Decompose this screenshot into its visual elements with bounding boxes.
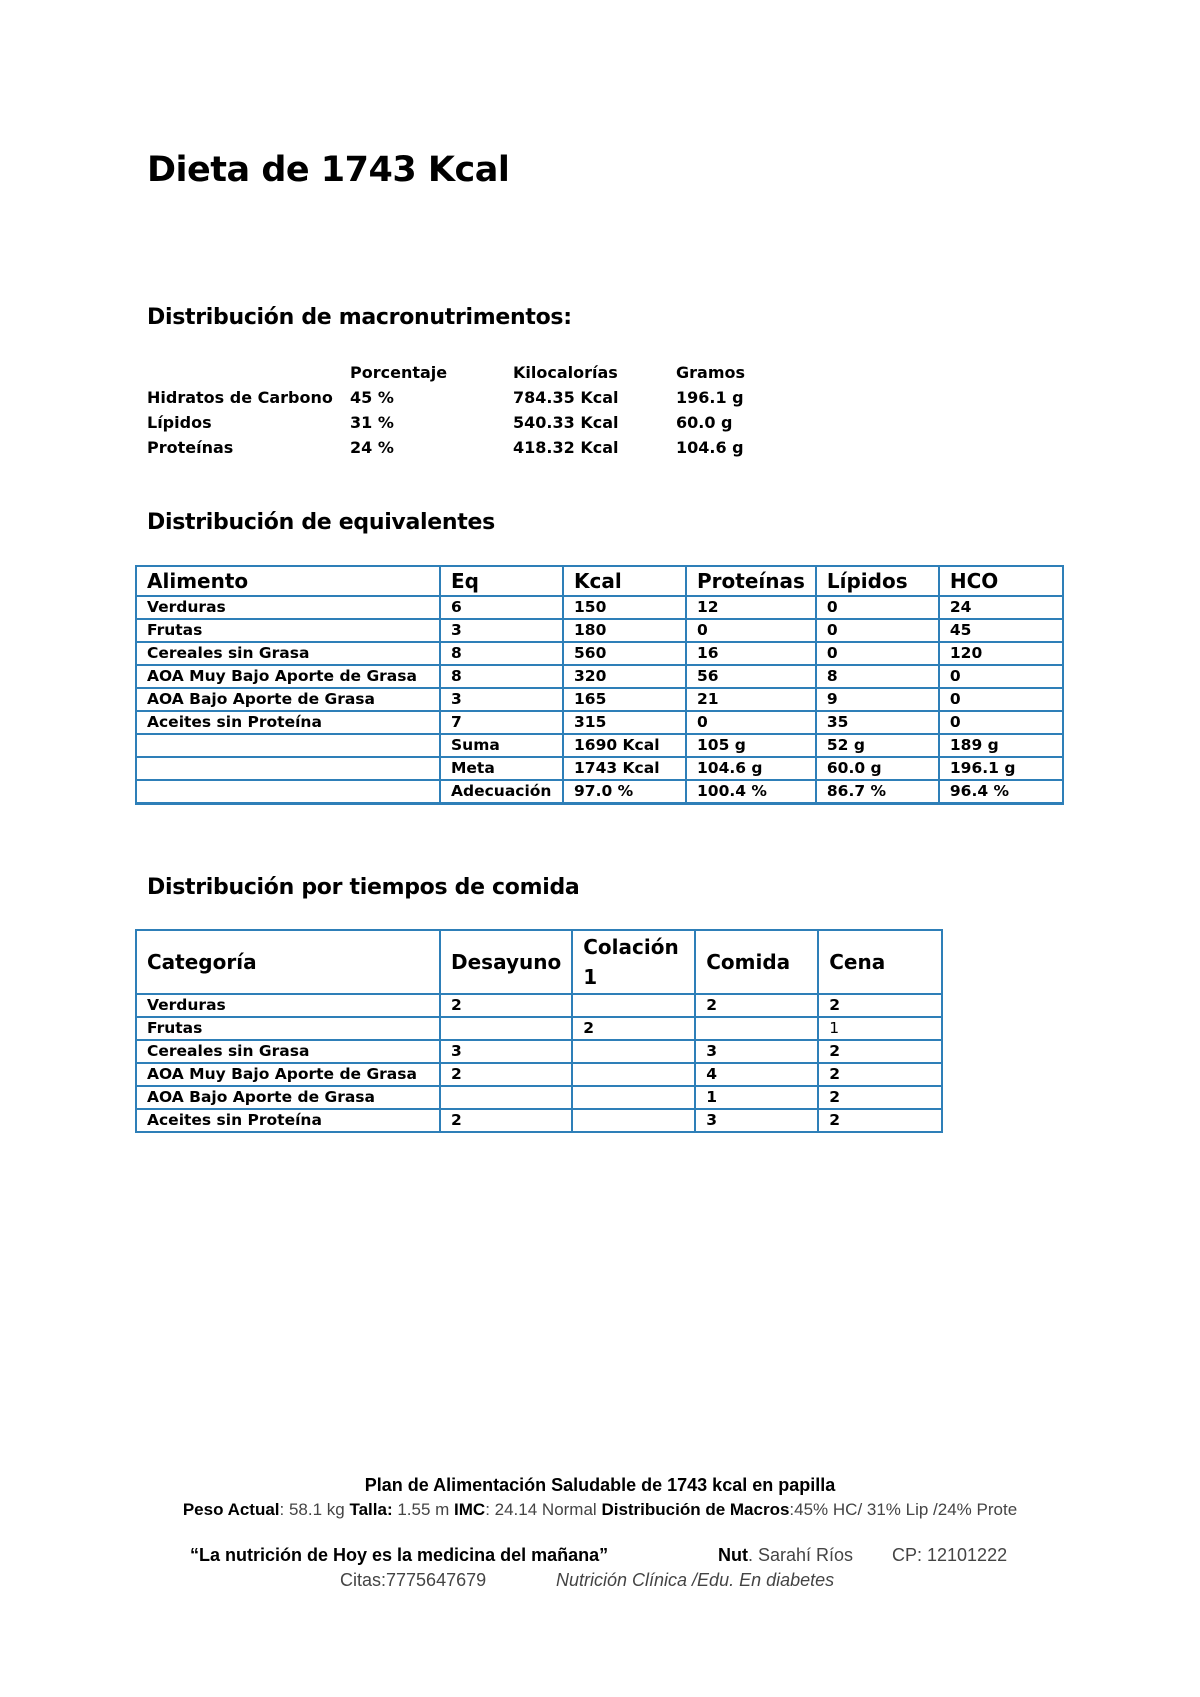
macros-heading: Distribución de macronutrimentos: bbox=[147, 305, 572, 330]
table-cell: 96.4 % bbox=[939, 780, 1063, 804]
cedula: CP: 12101222 bbox=[892, 1545, 1008, 1565]
table-row bbox=[136, 1017, 942, 1040]
table-cell: 12 bbox=[686, 596, 816, 619]
table-cell: 3 bbox=[695, 1040, 818, 1063]
table-cell: 2 bbox=[695, 994, 818, 1017]
specialty: Nutrición Clínica /Edu. En diabetes bbox=[556, 1570, 835, 1590]
table-cell: 8 bbox=[440, 642, 563, 665]
table-cell: 8 bbox=[440, 665, 563, 688]
table-cell: AOA Bajo Aporte de Grasa bbox=[136, 1086, 440, 1109]
table-cell bbox=[572, 1063, 695, 1086]
table-cell: 16 bbox=[686, 642, 816, 665]
table-cell: 2 bbox=[440, 994, 572, 1017]
table-cell: 2 bbox=[572, 1017, 695, 1040]
equivalents-col-proteinas: Proteínas bbox=[686, 566, 816, 596]
table-cell: 8 bbox=[816, 665, 939, 688]
table-cell: 2 bbox=[818, 1040, 942, 1063]
table-cell: 0 bbox=[816, 619, 939, 642]
nut-name: . Sarahí Ríos bbox=[748, 1545, 854, 1565]
table-cell: 3 bbox=[695, 1109, 818, 1132]
table-cell: 2 bbox=[818, 1086, 942, 1109]
macros-cell: 418.32 Kcal bbox=[513, 438, 619, 457]
table-cell bbox=[440, 1017, 572, 1040]
table-cell: 2 bbox=[818, 994, 942, 1017]
table-cell: 165 bbox=[563, 688, 686, 711]
height-label: Talla: bbox=[349, 1500, 393, 1519]
table-cell bbox=[572, 994, 695, 1017]
equivalents-col-hco: HCO bbox=[939, 566, 1063, 596]
table-cell: 86.7 % bbox=[816, 780, 939, 804]
table-cell: 0 bbox=[939, 688, 1063, 711]
plan-title: Plan de Alimentación Saludable de 1743 kcal en papilla bbox=[364, 1475, 836, 1495]
table-row bbox=[136, 994, 942, 1017]
table-cell bbox=[136, 757, 440, 780]
table-cell: 45 bbox=[939, 619, 1063, 642]
table-cell: 1690 Kcal bbox=[563, 734, 686, 757]
table-cell: 7 bbox=[440, 711, 563, 734]
table-cell: 24 bbox=[939, 596, 1063, 619]
citas: Citas:7775647679 bbox=[340, 1570, 487, 1590]
table-cell: 104.6 g bbox=[686, 757, 816, 780]
table-cell: 4 bbox=[695, 1063, 818, 1086]
table-row bbox=[136, 596, 1063, 619]
table-row bbox=[136, 1086, 942, 1109]
table-cell: 150 bbox=[563, 596, 686, 619]
equivalents-col-alimento: Alimento bbox=[136, 566, 440, 596]
macros-row-lipidos bbox=[147, 410, 796, 435]
table-cell: Aceites sin Proteína bbox=[136, 711, 440, 734]
bmi-value: : 24.14 Normal bbox=[485, 1500, 602, 1519]
sum-row bbox=[136, 734, 1063, 757]
table-cell: 9 bbox=[816, 688, 939, 711]
table-row bbox=[136, 1063, 942, 1086]
macros-col-gramos: Gramos bbox=[676, 363, 746, 382]
table-cell: 3 bbox=[440, 1040, 572, 1063]
table-cell: 21 bbox=[686, 688, 816, 711]
table-cell: 56 bbox=[686, 665, 816, 688]
macros-col-porcentaje: Porcentaje bbox=[350, 363, 448, 382]
table-cell: 100.4 % bbox=[686, 780, 816, 804]
table-cell: 0 bbox=[686, 711, 816, 734]
equivalents-table bbox=[135, 565, 1064, 805]
table-cell bbox=[572, 1040, 695, 1063]
table-cell: Aceites sin Proteína bbox=[136, 1109, 440, 1132]
macros-col-kilocalorias: Kilocalorías bbox=[513, 363, 618, 382]
table-cell: 52 g bbox=[816, 734, 939, 757]
table-cell bbox=[572, 1086, 695, 1109]
table-row bbox=[136, 688, 1063, 711]
table-cell: Verduras bbox=[136, 994, 440, 1017]
table-cell: 1743 Kcal bbox=[563, 757, 686, 780]
table-cell: 0 bbox=[939, 665, 1063, 688]
meals-header-row bbox=[136, 930, 942, 994]
table-cell: AOA Muy Bajo Aporte de Grasa bbox=[136, 665, 440, 688]
table-cell: Cereales sin Grasa bbox=[136, 1040, 440, 1063]
meals-col-colacion: Colación 1 bbox=[572, 930, 695, 994]
table-cell: AOA Bajo Aporte de Grasa bbox=[136, 688, 440, 711]
table-cell: Meta bbox=[440, 757, 563, 780]
table-cell: 1 bbox=[695, 1086, 818, 1109]
table-cell: 0 bbox=[939, 711, 1063, 734]
table-cell: Adecuación bbox=[440, 780, 563, 804]
table-row bbox=[136, 1040, 942, 1063]
meals-col-comida: Comida bbox=[695, 930, 818, 994]
table-cell: 315 bbox=[563, 711, 686, 734]
macros-cell: 31 % bbox=[350, 413, 394, 432]
macros-header-row bbox=[147, 360, 796, 385]
page-title: Dieta de 1743 Kcal bbox=[147, 150, 510, 190]
table-cell: Suma bbox=[440, 734, 563, 757]
macros-table bbox=[147, 360, 796, 460]
table-cell: 0 bbox=[686, 619, 816, 642]
table-cell: 35 bbox=[816, 711, 939, 734]
table-cell bbox=[440, 1086, 572, 1109]
macros-cell: Lípidos bbox=[147, 413, 212, 432]
table-cell: Frutas bbox=[136, 619, 440, 642]
macros-cell: 45 % bbox=[350, 388, 394, 407]
weight-label: Peso Actual bbox=[182, 1500, 280, 1519]
macros-col-empty bbox=[147, 360, 350, 385]
equivalents-header-row bbox=[136, 566, 1063, 596]
table-cell bbox=[695, 1017, 818, 1040]
macros-row-hc bbox=[147, 385, 796, 410]
table-cell: 3 bbox=[440, 619, 563, 642]
table-cell: 196.1 g bbox=[939, 757, 1063, 780]
table-cell: 2 bbox=[440, 1063, 572, 1086]
table-cell: 2 bbox=[818, 1063, 942, 1086]
macros-cell: 784.35 Kcal bbox=[513, 388, 619, 407]
macros-cell: 196.1 g bbox=[676, 388, 744, 407]
table-cell: 189 g bbox=[939, 734, 1063, 757]
patient-summary bbox=[0, 1500, 1200, 1520]
table-cell: 2 bbox=[818, 1109, 942, 1132]
table-cell: 6 bbox=[440, 596, 563, 619]
macros-cell: 540.33 Kcal bbox=[513, 413, 619, 432]
table-cell: 3 bbox=[440, 688, 563, 711]
macros-cell: 60.0 g bbox=[676, 413, 733, 432]
macros-cell: Proteínas bbox=[147, 438, 234, 457]
table-cell: 0 bbox=[816, 642, 939, 665]
table-cell: 0 bbox=[816, 596, 939, 619]
adequacy-row bbox=[136, 780, 1063, 804]
macros-row-proteinas bbox=[147, 435, 796, 460]
meals-heading: Distribución por tiempos de comida bbox=[147, 875, 580, 900]
quote: “La nutrición de Hoy es la medicina del mañana” bbox=[190, 1545, 609, 1565]
table-cell bbox=[572, 1109, 695, 1132]
equivalents-col-lipidos: Lípidos bbox=[816, 566, 939, 596]
table-cell bbox=[136, 734, 440, 757]
macros-cell: 104.6 g bbox=[676, 438, 744, 457]
table-cell: 1 bbox=[818, 1017, 942, 1040]
table-cell: 60.0 g bbox=[816, 757, 939, 780]
meals-table bbox=[135, 929, 943, 1133]
equivalents-col-eq: Eq bbox=[440, 566, 563, 596]
goal-row bbox=[136, 757, 1063, 780]
table-row bbox=[136, 665, 1063, 688]
macros-value: :45% HC/ 31% Lip /24% Prote bbox=[789, 1500, 1018, 1519]
table-cell: Frutas bbox=[136, 1017, 440, 1040]
table-row bbox=[136, 711, 1063, 734]
table-cell: 105 g bbox=[686, 734, 816, 757]
table-cell: AOA Muy Bajo Aporte de Grasa bbox=[136, 1063, 440, 1086]
table-cell: 120 bbox=[939, 642, 1063, 665]
meals-col-categoria: Categoría bbox=[136, 930, 440, 994]
equivalents-heading: Distribución de equivalentes bbox=[147, 510, 495, 535]
macros-cell: 24 % bbox=[350, 438, 394, 457]
meals-col-cena: Cena bbox=[818, 930, 942, 994]
table-cell: 97.0 % bbox=[563, 780, 686, 804]
table-cell bbox=[136, 780, 440, 804]
table-cell: 2 bbox=[440, 1109, 572, 1132]
nut-label: Nut bbox=[718, 1545, 748, 1565]
table-cell: Verduras bbox=[136, 596, 440, 619]
nutritionist bbox=[718, 1545, 853, 1566]
table-row bbox=[136, 1109, 942, 1132]
table-row bbox=[136, 642, 1063, 665]
table-cell: 180 bbox=[563, 619, 686, 642]
table-cell: Cereales sin Grasa bbox=[136, 642, 440, 665]
height-value: 1.55 m bbox=[392, 1500, 455, 1519]
table-cell: 320 bbox=[563, 665, 686, 688]
table-cell: 560 bbox=[563, 642, 686, 665]
macros-label: Distribución de Macros bbox=[601, 1500, 790, 1519]
meals-col-desayuno: Desayuno bbox=[440, 930, 572, 994]
macros-cell: Hidratos de Carbono bbox=[147, 388, 333, 407]
table-row bbox=[136, 619, 1063, 642]
equivalents-col-kcal: Kcal bbox=[563, 566, 686, 596]
bmi-label: IMC bbox=[454, 1500, 486, 1519]
weight-value: : 58.1 kg bbox=[279, 1500, 350, 1519]
